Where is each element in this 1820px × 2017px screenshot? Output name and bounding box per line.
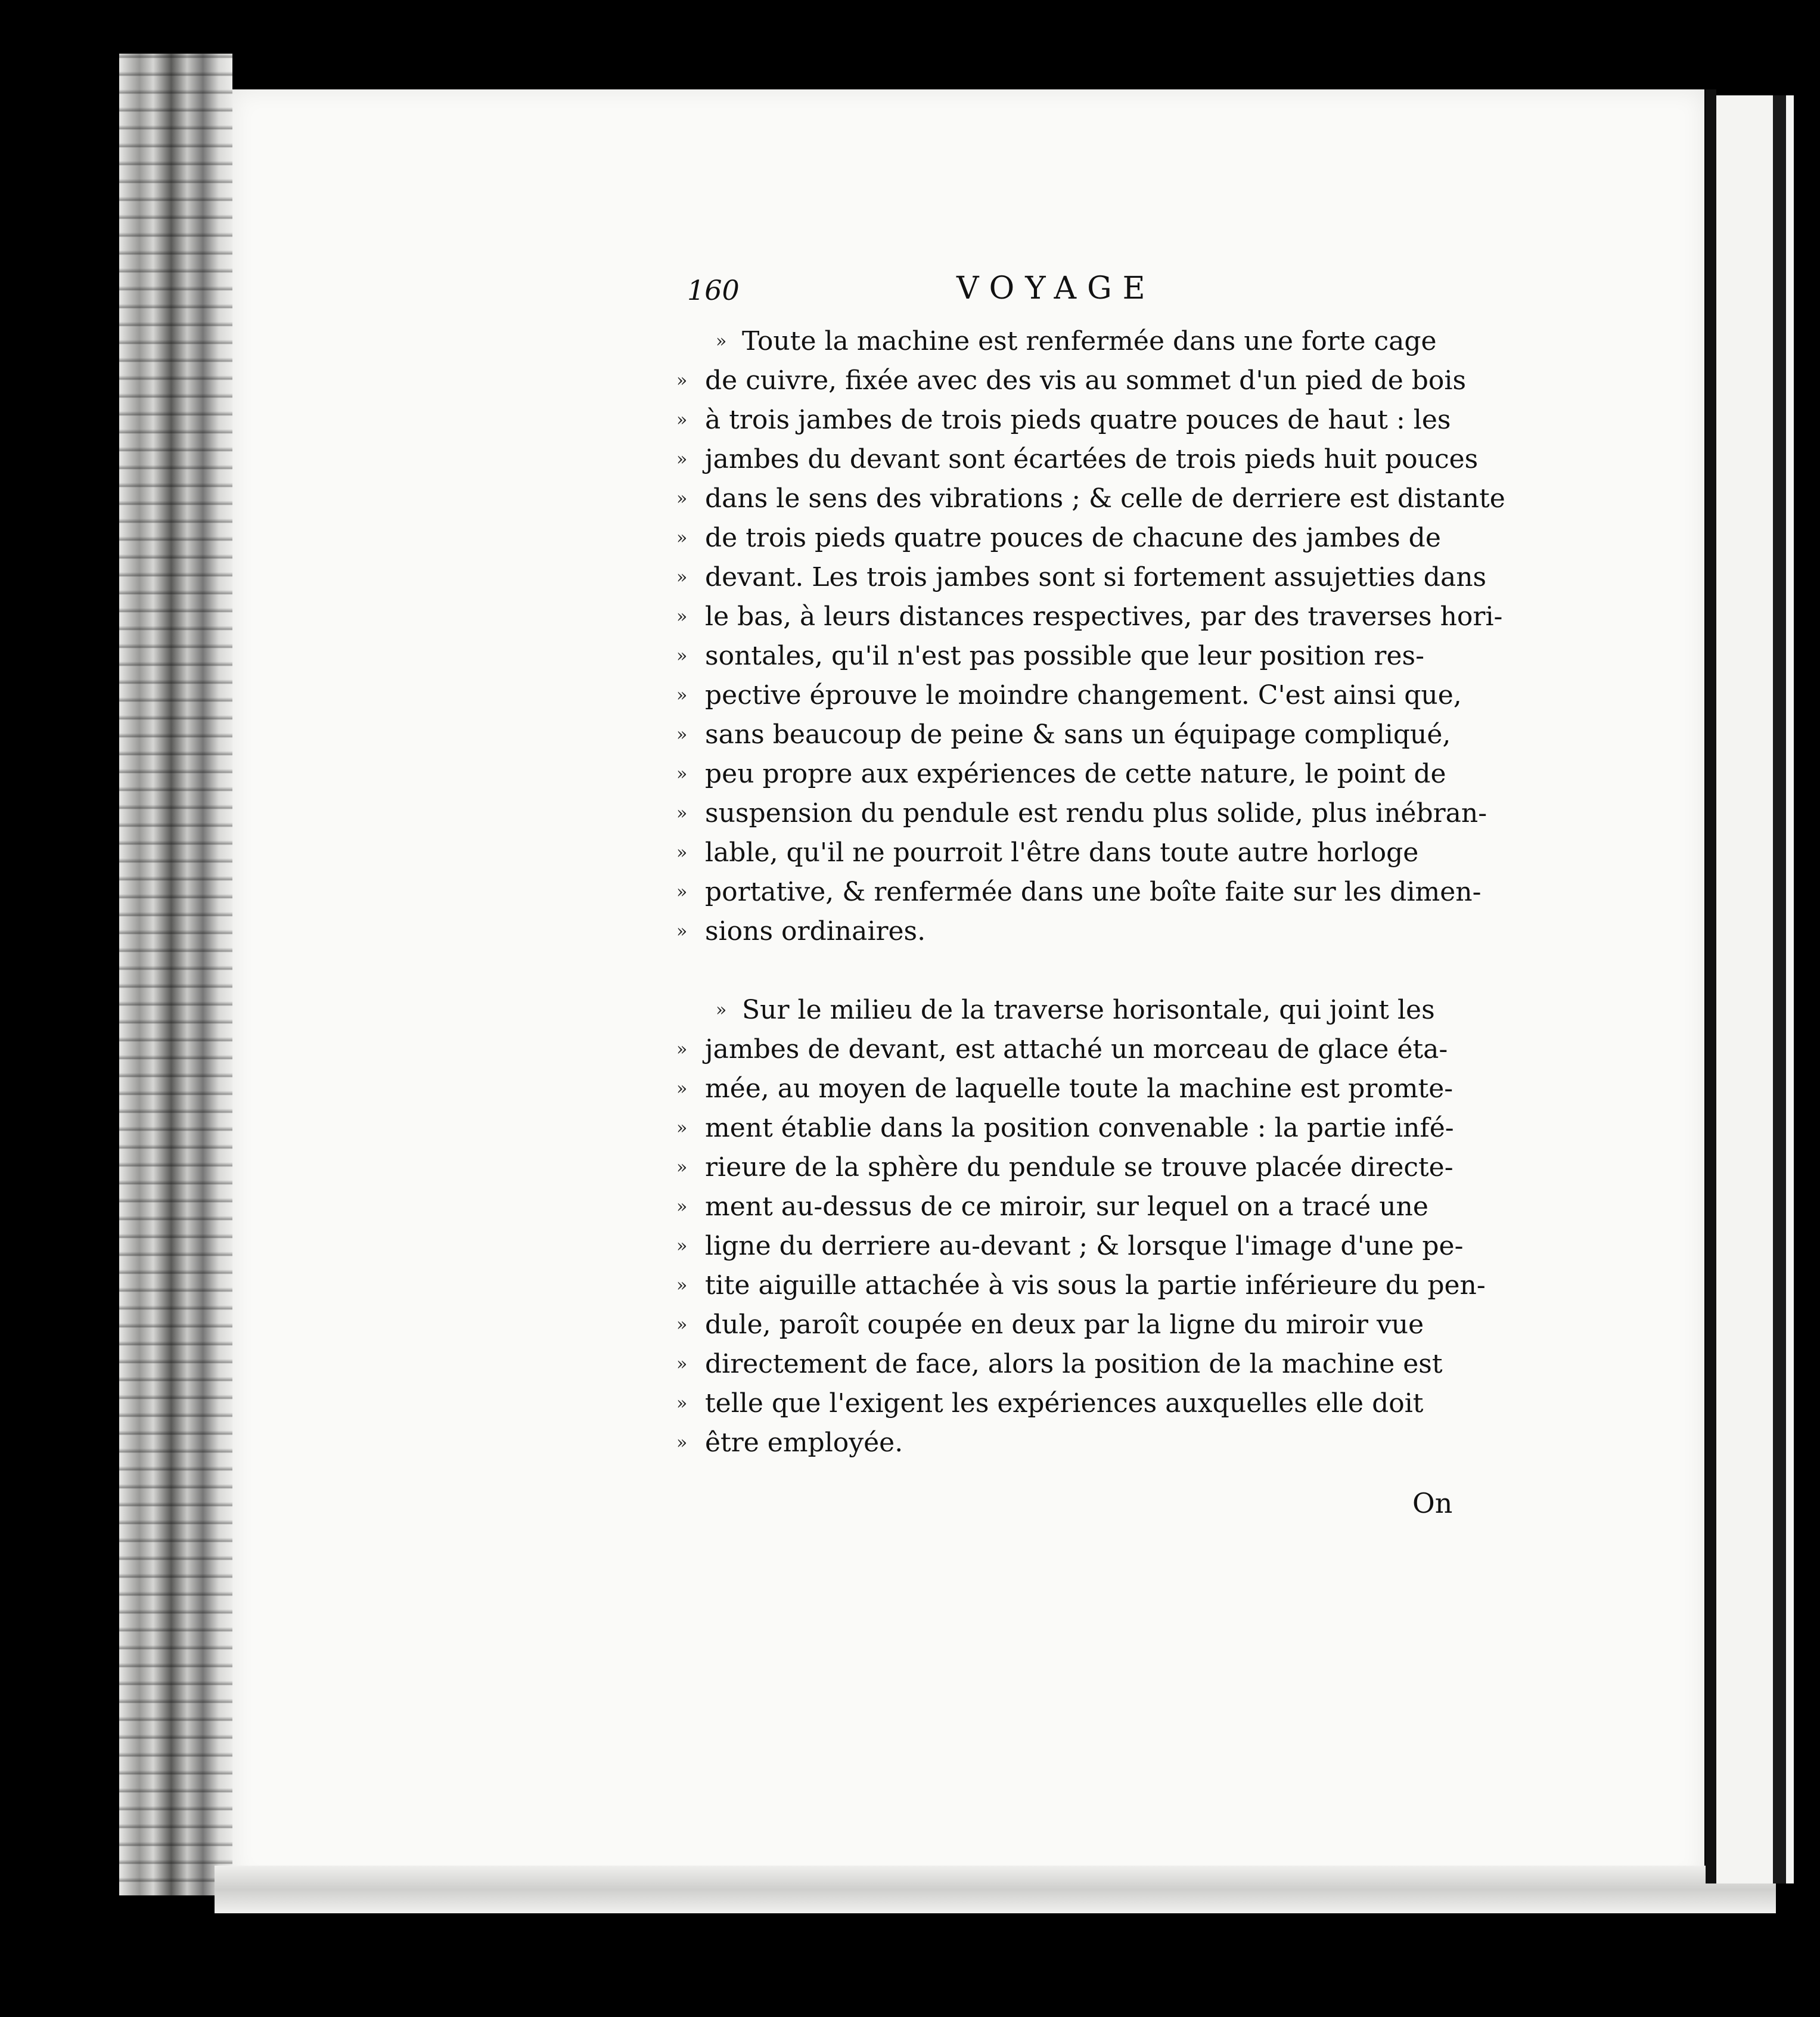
quote-mark: »	[676, 1118, 688, 1138]
quote-mark: »	[676, 685, 688, 706]
line-text: portative, & renfermée dans une boîte faite sur les dimen-	[705, 877, 1482, 907]
catchword: On	[1412, 1487, 1453, 1519]
quote-mark: »	[676, 842, 688, 863]
quote-mark: »	[676, 527, 688, 548]
text-line	[676, 1148, 1463, 1187]
text-line	[676, 1227, 1464, 1266]
text-line	[676, 1030, 1463, 1069]
line-text: peu propre aux expériences de cette nature, le point de	[705, 759, 1446, 789]
quote-mark: »	[676, 1314, 688, 1335]
text-line	[676, 1423, 1463, 1463]
text-line	[682, 991, 1463, 1030]
page-number: 160	[687, 274, 740, 306]
line-text: dans le sens des vibrations ; & celle de derriere est distante	[705, 483, 1505, 514]
quote-mark: »	[676, 1432, 688, 1453]
line-text: de cuivre, fixée avec des vis au sommet d'un pied de bois	[705, 365, 1467, 396]
line-text: suspension du pendule est rendu plus solide, plus inébran-	[705, 798, 1487, 828]
gutter-shadow	[1706, 89, 1716, 1883]
line-text: dule, paroît coupée en deux par la ligne du miroir vue	[705, 1310, 1424, 1340]
quote-mark: »	[676, 803, 688, 824]
paragraph-1	[676, 322, 1505, 951]
text-line	[676, 873, 1482, 912]
line-text: être employée.	[705, 1428, 903, 1458]
line-text: telle que l'exigent les expériences auxquelles elle doit	[705, 1388, 1424, 1419]
line-text: Toute la machine est renfermée dans une forte cage	[742, 326, 1437, 356]
line-text: jambes de devant, est attaché un morceau de glace éta-	[705, 1034, 1448, 1065]
page-text-block	[676, 268, 1505, 1519]
line-text: le bas, à leurs distances respectives, par des traverses hori-	[705, 601, 1503, 632]
quote-mark: »	[676, 488, 688, 509]
page-header	[682, 268, 1463, 316]
quote-mark: »	[676, 567, 688, 588]
text-line	[676, 794, 1487, 833]
text-line	[676, 558, 1487, 597]
line-text: sions ordinaires.	[705, 916, 926, 947]
quote-mark: »	[676, 1236, 688, 1256]
quote-mark: »	[676, 764, 688, 784]
page-bottom-edge	[215, 1866, 1776, 1913]
text-line	[676, 755, 1463, 794]
line-text: ment établie dans la position convenable : la partie infé-	[705, 1113, 1454, 1143]
text-line	[676, 637, 1463, 676]
line-text: pective éprouve le moindre changement. C'est ainsi que,	[705, 680, 1462, 710]
line-text: lable, qu'il ne pourroit l'être dans toute autre horloge	[705, 837, 1419, 868]
text-line	[676, 1109, 1463, 1148]
facing-page-edge	[1773, 95, 1786, 1883]
line-text: devant. Les trois jambes sont si fortement assujetties dans	[705, 562, 1487, 592]
line-text: sontales, qu'il n'est pas possible que leur position res-	[705, 641, 1424, 671]
quote-mark: »	[676, 1039, 688, 1060]
quote-mark: »	[676, 370, 688, 391]
text-line	[676, 1187, 1463, 1227]
line-text: jambes du devant sont écartées de trois pieds huit pouces	[705, 444, 1479, 474]
line-text: de trois pieds quatre pouces de chacune des jambes de	[705, 523, 1441, 553]
text-line	[676, 1069, 1463, 1109]
text-line	[676, 597, 1503, 637]
running-title: VOYAGE	[956, 271, 1156, 306]
quote-mark: »	[676, 1196, 688, 1217]
text-line	[682, 322, 1463, 361]
quote-mark: »	[676, 1078, 688, 1099]
quote-mark: »	[676, 1393, 688, 1414]
quote-mark: »	[676, 646, 688, 666]
text-line	[676, 440, 1479, 479]
line-text: directement de face, alors la position de la machine est	[705, 1349, 1443, 1379]
line-text: Sur le milieu de la traverse horisontale, qui joint les	[742, 995, 1435, 1025]
text-line	[676, 361, 1467, 401]
line-text: à trois jambes de trois pieds quatre pouces de haut : les	[705, 405, 1451, 435]
text-line	[676, 479, 1505, 519]
quote-mark: »	[676, 1275, 688, 1296]
quote-mark: »	[676, 449, 688, 470]
text-line	[676, 1305, 1463, 1345]
line-text: tite aiguille attachée à vis sous la partie inférieure du pen-	[705, 1270, 1486, 1301]
line-text: mée, au moyen de laquelle toute la machine est promte-	[705, 1073, 1453, 1104]
text-line	[676, 1266, 1486, 1305]
quote-mark: »	[676, 1354, 688, 1374]
quote-mark: »	[676, 882, 688, 902]
text-line	[676, 519, 1463, 558]
text-line	[676, 912, 1463, 951]
text-line	[676, 715, 1463, 755]
line-text: ment au-dessus de ce miroir, sur lequel on a tracé une	[705, 1191, 1428, 1222]
paragraph-2	[676, 991, 1486, 1463]
quote-mark: »	[676, 921, 688, 942]
text-line	[676, 1345, 1463, 1384]
book-page-edges	[119, 54, 232, 1895]
quote-mark: »	[676, 1157, 688, 1178]
quote-mark: »	[716, 331, 727, 352]
text-line	[676, 401, 1463, 440]
quote-mark: »	[676, 606, 688, 627]
text-line	[676, 833, 1463, 873]
text-line	[676, 676, 1463, 715]
line-text: rieure de la sphère du pendule se trouve placée directe-	[705, 1152, 1453, 1183]
line-text: sans beaucoup de peine & sans un équipage compliqué,	[705, 719, 1451, 750]
text-line	[676, 1384, 1463, 1423]
quote-mark: »	[676, 409, 688, 430]
line-text: ligne du derriere au-devant ; & lorsque l'image d'une pe-	[705, 1231, 1464, 1261]
quote-mark: »	[676, 724, 688, 745]
quote-mark: »	[716, 1000, 727, 1020]
